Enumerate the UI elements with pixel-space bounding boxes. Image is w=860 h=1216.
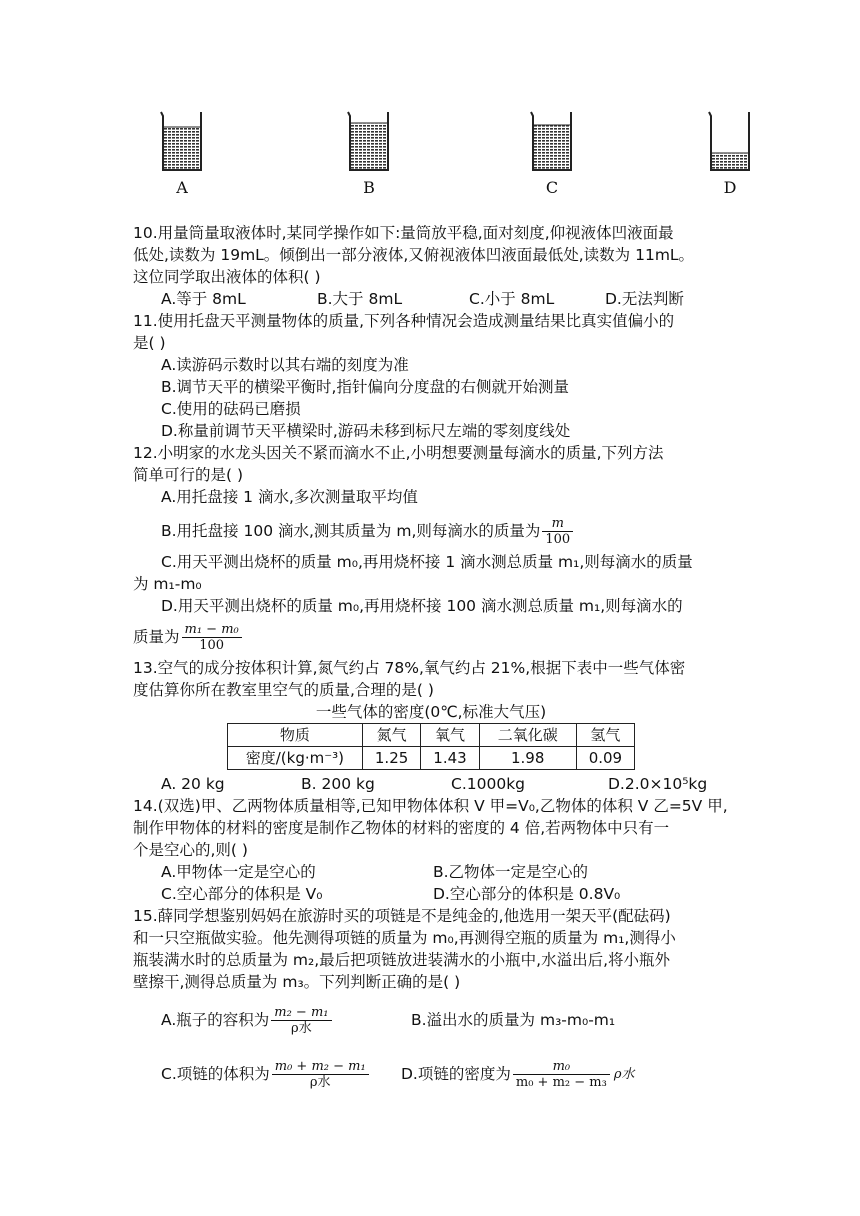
q15-option-a-fraction — [271, 1005, 331, 1036]
q12-option-b-fraction — [542, 516, 573, 547]
q14-option-b: B.乙物体一定是空心的 — [433, 863, 589, 881]
q11-option-d: D.称量前调节天平横梁时,游码未移到标尺左端的零刻度线处 — [161, 422, 571, 440]
q15-option-a-prefix: A.瓶子的容积为 — [161, 1011, 270, 1029]
beaker-d-drawing — [708, 110, 752, 172]
q11-option-c: C.使用的砝码已磨损 — [161, 400, 301, 418]
table-header-cell: 氮气 — [362, 724, 420, 747]
q12-option-b-text: B.用托盘接 100 滴水,测其质量为 m,则每滴水的质量为 — [161, 522, 541, 540]
q12-option-d-fraction — [182, 622, 242, 653]
q15-option-a — [161, 1005, 411, 1036]
table-cell: 0.09 — [576, 747, 634, 770]
q15-option-a-numerator: m₂ − m₁ — [271, 1005, 331, 1021]
q14-line-2: 制作甲物体的材料的密度是制作乙物体的材料的密度的 4 倍,若两物体中只有一 — [133, 819, 670, 837]
q12-option-c-line-1: C.用天平测出烧杯的质量 m₀,再用烧杯接 1 滴水测总质量 m₁,则每滴水的质量 — [161, 553, 693, 571]
q13-options — [133, 773, 729, 795]
q15-option-c-fraction — [272, 1059, 369, 1090]
q14-line-1: 14.(双选)甲、乙两物体质量相等,已知甲物体体积 V 甲=V₀,乙物体的体积 V 乙=5V 甲, — [133, 797, 728, 815]
q15-option-c — [161, 1059, 401, 1090]
q15-option-d-fraction — [513, 1059, 610, 1090]
table-row — [227, 747, 634, 770]
q15-options-row-1 — [133, 997, 729, 1043]
q13-option-b: B. 200 kg — [301, 775, 375, 793]
q15-option-c-denominator: ρ水 — [309, 1074, 331, 1090]
table-cell: 密度/(kg·m⁻³) — [227, 747, 362, 770]
q11-line-1: 11.使用托盘天平测量物体的质量,下列各种情况会造成测量结果比真实值偏小的 — [133, 312, 675, 330]
gas-density-table — [227, 723, 635, 770]
question-12 — [133, 442, 729, 657]
table-header-cell: 二氧化碳 — [479, 724, 576, 747]
q10-line-2: 低处,读数为 19mL。倾倒出一部分液体,又俯视液体凹液面最低处,读数为 11mL。 — [133, 246, 695, 264]
q12-option-d-numerator: m₁ − m₀ — [182, 622, 242, 638]
q10-option-b: B.大于 8mL — [317, 290, 403, 308]
beaker-c-drawing — [530, 110, 574, 172]
q13-line-2: 度估算你所在教室里空气的质量,合理的是( ) — [133, 681, 434, 699]
table-header-cell: 氢气 — [576, 724, 634, 747]
q14-options-row-1 — [133, 861, 729, 883]
q12-option-d-prefix: 质量为 — [133, 628, 180, 646]
question-15 — [133, 905, 729, 1099]
q15-line-4: 壁擦干,测得总质量为 m₃。下列判断正确的是( ) — [133, 973, 461, 991]
q14-option-c: C.空心部分的体积是 V₀ — [161, 885, 323, 903]
beaker-b-label: B — [363, 178, 375, 197]
q15-option-c-prefix: C.项链的体积为 — [161, 1065, 270, 1083]
beaker-c — [530, 110, 590, 205]
beaker-a — [160, 110, 220, 205]
q12-option-d-line-1: D.用天平测出烧杯的质量 m₀,再用烧杯接 100 滴水测总质量 m₁,则每滴水的 — [161, 597, 683, 615]
q13-option-d: D.2.0×10⁵kg — [608, 775, 708, 793]
q15-option-d-suffix: ρ水 — [613, 1066, 635, 1082]
q11-option-b: B.调节天平的横梁平衡时,指针偏向分度盘的右侧就开始测量 — [161, 378, 569, 396]
q15-line-2: 和一只空瓶做实验。他先测得项链的质量为 m₀,再测得空瓶的质量为 m₁,测得小 — [133, 929, 676, 947]
q13-option-a: A. 20 kg — [161, 775, 225, 793]
q13-table-caption: 一些气体的密度(0℃,标准大气压) — [315, 703, 547, 721]
question-10 — [133, 222, 729, 310]
q12-option-a: A.用托盘接 1 滴水,多次测量取平均值 — [161, 488, 418, 506]
q10-options — [133, 288, 729, 310]
q15-option-d — [401, 1059, 636, 1090]
beaker-d — [708, 110, 768, 205]
beaker-figure — [150, 110, 750, 205]
questions — [133, 222, 729, 1099]
q14-line-3: 个是空心的,则( ) — [133, 841, 248, 859]
q10-option-a: A.等于 8mL — [161, 290, 246, 308]
q15-line-1: 15.薛同学想鉴别妈妈在旅游时买的项链是不是纯金的,他选用一架天平(配砝码) — [133, 907, 671, 925]
q12-option-c-line-2: 为 m₁-m₀ — [133, 575, 202, 593]
beaker-a-drawing — [160, 110, 204, 172]
q10-line-3: 这位同学取出液体的体积( ) — [133, 268, 321, 286]
beaker-a-label: A — [176, 178, 188, 197]
table-header-row — [227, 724, 634, 747]
beaker-b-drawing — [347, 110, 391, 172]
q15-option-d-prefix: D.项链的密度为 — [401, 1065, 511, 1083]
q15-line-3: 瓶装满水时的总质量为 m₂,最后把项链放进装满水的小瓶中,水溢出后,将小瓶外 — [133, 951, 671, 969]
table-cell: 1.98 — [479, 747, 576, 770]
q13-option-c: C.1000kg — [451, 775, 526, 793]
q15-option-d-numerator: m₀ — [513, 1059, 610, 1075]
q10-option-d: D.无法判断 — [605, 290, 684, 308]
question-11 — [133, 310, 729, 442]
table-cell: 1.25 — [362, 747, 420, 770]
q10-option-c: C.小于 8mL — [469, 290, 555, 308]
q15-option-b: B.溢出水的质量为 m₃-m₀-m₁ — [411, 1011, 616, 1029]
beaker-b — [347, 110, 407, 205]
q12-option-d-denominator: 100 — [199, 637, 225, 653]
q12-option-d-line-2 — [133, 617, 729, 657]
q14-option-d: D.空心部分的体积是 0.8V₀ — [433, 885, 621, 903]
q13-line-1: 13.空气的成分按体积计算,氮气约占 78%,氧气约占 21%,根据下表中一些气体密 — [133, 659, 686, 677]
q15-option-d-denominator: m₀ + m₂ − m₃ — [515, 1074, 607, 1090]
q11-line-2: 是( ) — [133, 334, 166, 352]
q10-line-1: 10.用量筒量取液体时,某同学操作如下:量筒放平稳,面对刻度,仰视液体凹液面最 — [133, 224, 674, 242]
q11-option-a: A.读游码示数时以其右端的刻度为准 — [161, 356, 409, 374]
beaker-a-liquid — [163, 127, 201, 170]
beaker-c-label: C — [545, 178, 559, 197]
q15-option-c-numerator: m₀ + m₂ − m₁ — [272, 1059, 369, 1075]
table-cell: 1.43 — [421, 747, 479, 770]
q12-line-2: 简单可行的是( ) — [133, 466, 244, 484]
table-header-cell: 物质 — [227, 724, 362, 747]
q15-option-a-denominator: ρ水 — [291, 1020, 312, 1036]
table-header-cell: 氧气 — [421, 724, 479, 747]
q12-line-1: 12.小明家的水龙头因关不紧而滴水不止,小明想要测量每滴水的质量,下列方法 — [133, 444, 664, 462]
question-13 — [133, 657, 729, 795]
beaker-d-label: D — [723, 178, 737, 197]
q12-option-b-denominator: 100 — [545, 531, 571, 547]
q12-option-b — [133, 511, 729, 551]
q14-option-a: A.甲物体一定是空心的 — [161, 863, 316, 881]
q15-options-row-2 — [133, 1049, 729, 1099]
q12-option-b-numerator: m — [542, 516, 573, 532]
question-14 — [133, 795, 729, 905]
q14-options-row-2 — [133, 883, 729, 905]
